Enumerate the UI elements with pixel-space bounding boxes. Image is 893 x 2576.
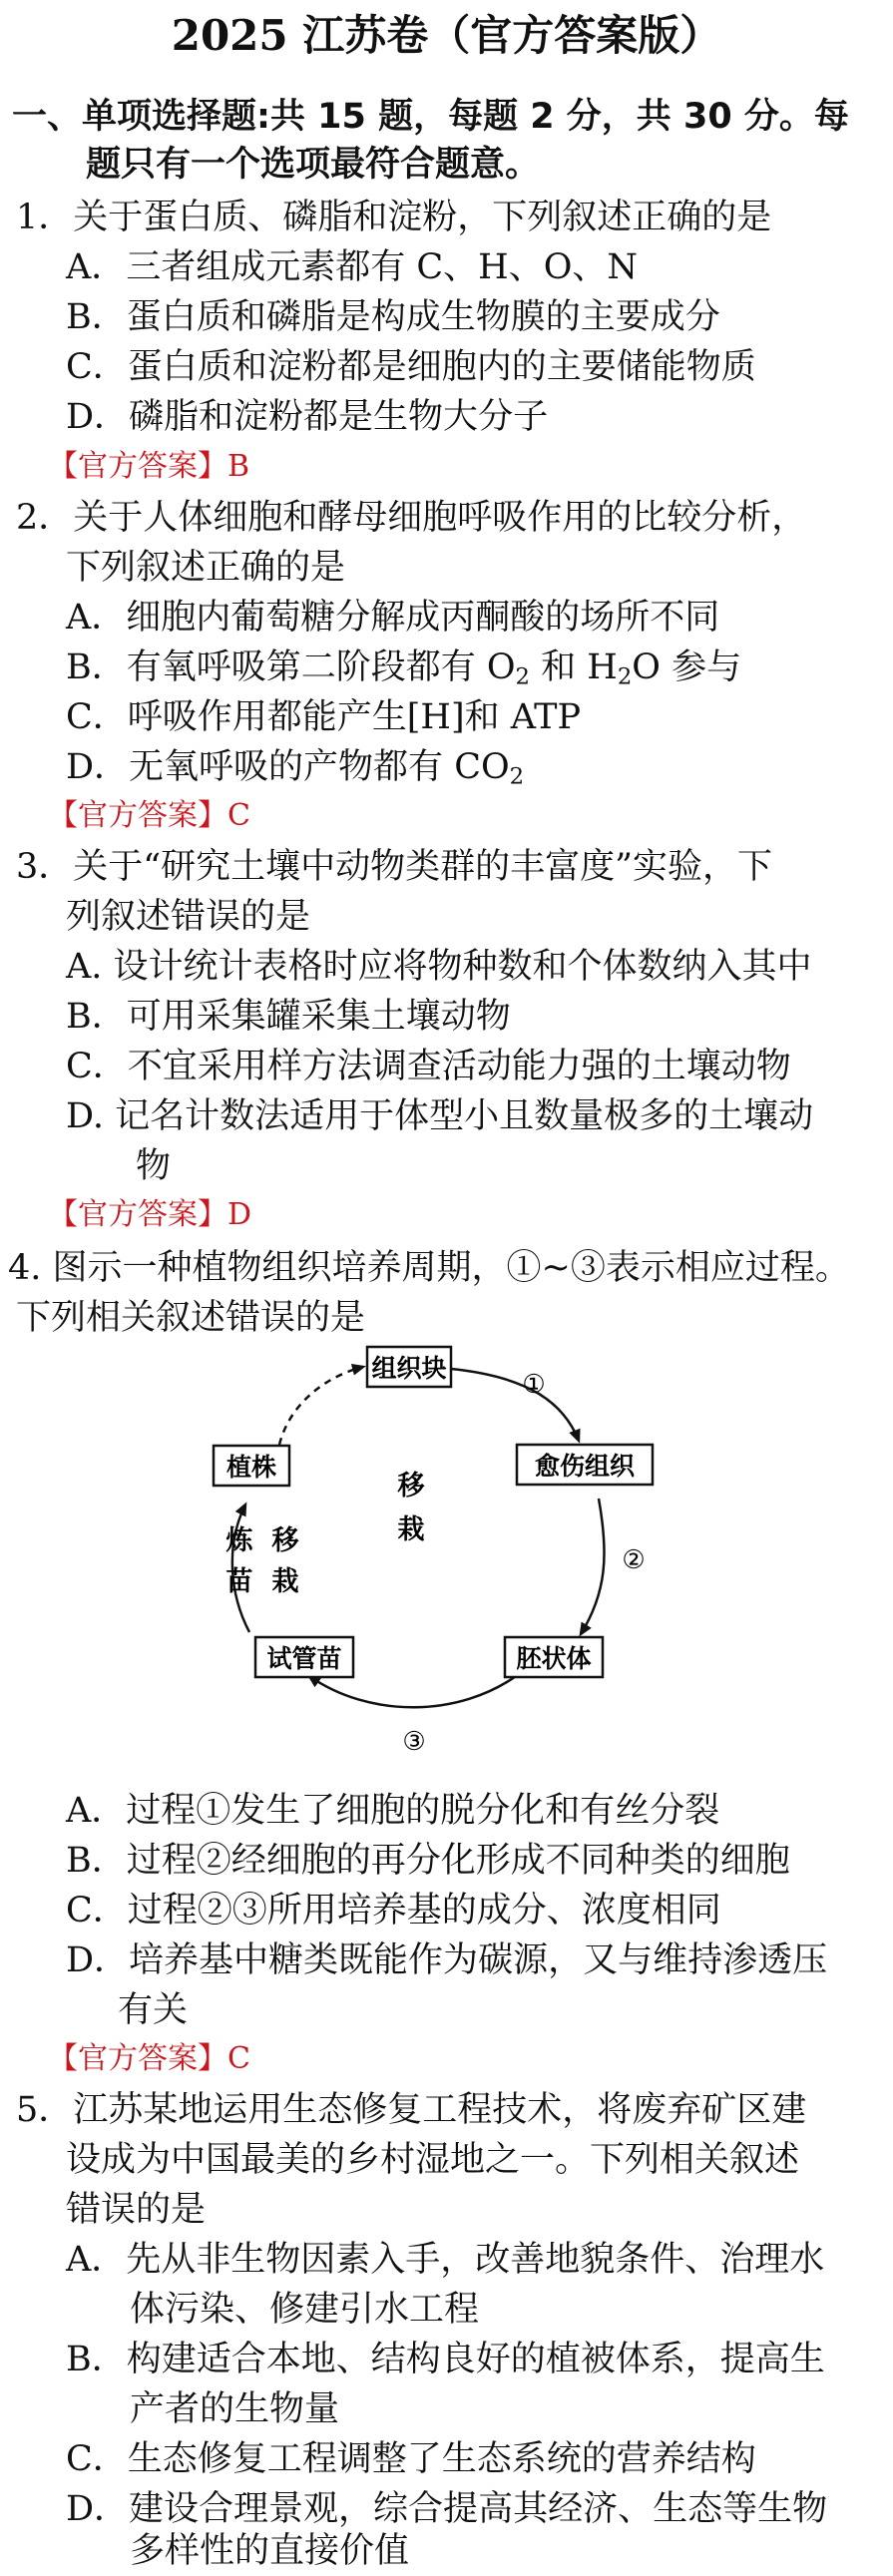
q4-option-d-line1: D．培养基中糖类既能作为碳源，又与维持渗透压	[66, 1940, 828, 1980]
node-callus	[517, 1445, 653, 1485]
label-center-1: 移	[397, 1471, 425, 1502]
q1-option-b: B．蛋白质和磷脂是构成生物膜的主要成分	[66, 297, 720, 337]
q3-option-a: A. 设计统计表格时应将物种数和个体数纳入其中	[66, 947, 812, 987]
q2-option-c: C．呼吸作用都能产生[H]和 ATP	[66, 697, 581, 737]
q1-stem: 1．关于蛋白质、磷脂和淀粉，下列叙述正确的是	[16, 198, 772, 237]
q3-stem-line1: 3．关于“研究土壤中动物类群的丰富度”实验，下	[16, 847, 773, 887]
arc-dashed-return	[279, 1367, 363, 1445]
q2-option-b: B．有氧呼吸第二阶段都有 $O_2$ 和 $H_2O$ 参与	[66, 647, 742, 690]
svg-text:试管苗: 试管苗	[266, 1644, 342, 1673]
q1-option-c: C．蛋白质和淀粉都是细胞内的主要储能物质	[66, 347, 756, 387]
q4-stem-line1: 4. 图示一种植物组织培养周期，①~③表示相应过程。	[8, 1248, 850, 1288]
q3-answer: 【官方答案】D	[48, 1197, 252, 1232]
q5-stem-line3: 错误的是	[66, 2190, 207, 2230]
q2-option-d: D．无氧呼吸的产物都有 $CO_2$	[66, 747, 525, 790]
q3-option-c: C．不宜采用样方法调查活动能力强的土壤动物	[66, 1047, 791, 1086]
q2-stem-line2: 下列叙述正确的是	[66, 548, 346, 588]
node-embryoid	[505, 1637, 603, 1677]
label-left-1: 炼	[225, 1525, 253, 1556]
q5-option-a-line2: 体污染、修建引水工程	[130, 2290, 480, 2330]
arc-process-1	[451, 1369, 579, 1441]
q5-option-b-line1: B．构建适合本地、结构良好的植被体系，提高生	[66, 2340, 825, 2379]
q2-option-a: A．细胞内葡萄糖分解成丙酮酸的场所不同	[66, 598, 720, 638]
q5-option-d-line1: D．建设合理景观，综合提高其经济、生态等生物	[66, 2489, 828, 2529]
q5-stem-line1: 5．江苏某地运用生态修复工程技术，将废弃矿区建	[16, 2090, 807, 2130]
label-left-3: 移	[271, 1525, 299, 1556]
section-heading-line1: 一、单项选择题:共 15 题，每题 2 分，共 30 分。每	[12, 97, 849, 137]
arc-process-2	[581, 1499, 605, 1634]
q2-answer: 【官方答案】C	[48, 798, 250, 833]
q1-answer: 【官方答案】B	[48, 449, 250, 484]
svg-text:愈伤组织: 愈伤组织	[534, 1452, 636, 1481]
arc-process-3	[309, 1674, 519, 1707]
svg-text:组织块: 组织块	[371, 1354, 447, 1383]
q2-stem-line1: 2．关于人体细胞和酵母细胞呼吸作用的比较分析，	[16, 498, 807, 538]
q4-option-d-line2: 有关	[118, 1990, 189, 2030]
q4-option-b: B．过程②经细胞的再分化形成不同种类的细胞	[66, 1841, 790, 1881]
label-step-2: ②	[622, 1545, 646, 1575]
label-left-4: 栽	[271, 1566, 299, 1597]
q4-option-c: C．过程②③所用培养基的成分、浓度相同	[66, 1891, 721, 1931]
q5-stem-line2: 设成为中国最美的乡村湿地之一。下列相关叙述	[66, 2140, 800, 2180]
page-title: 2025 江苏卷（官方答案版）	[171, 11, 722, 60]
label-left-2: 苗	[225, 1566, 253, 1597]
tissue-culture-cycle-diagram	[200, 1345, 698, 1764]
q3-option-d-line1: D. 记名计数法适用于体型小且数量极多的土壤动	[66, 1096, 814, 1136]
node-plant	[200, 1446, 289, 1486]
q3-option-b: B．可用采集罐采集土壤动物	[66, 997, 511, 1037]
q4-answer: 【官方答案】C	[48, 2041, 250, 2076]
q4-option-a: A．过程①发生了细胞的脱分化和有丝分裂	[66, 1791, 720, 1831]
q5-option-d-line2: 多样性的直接价值	[130, 2531, 410, 2571]
svg-text:胚状体: 胚状体	[516, 1644, 592, 1673]
q5-option-c: C．生态修复工程调整了生态系统的营养结构	[66, 2439, 756, 2479]
q1-option-d: D．磷脂和淀粉都是生物大分子	[66, 397, 549, 437]
q3-option-d-line2: 物	[136, 1146, 172, 1186]
svg-text:植株: 植株	[225, 1453, 277, 1482]
q4-stem-line2: 下列相关叙述错误的是	[16, 1298, 366, 1338]
q5-option-b-line2: 产者的生物量	[130, 2389, 340, 2429]
label-step-1: ①	[522, 1370, 546, 1400]
node-tissue-block	[367, 1347, 451, 1387]
q3-stem-line2: 列叙述错误的是	[66, 897, 311, 937]
label-step-3: ③	[402, 1727, 426, 1757]
label-center-2: 栽	[397, 1514, 425, 1545]
q1-option-a: A．三者组成元素都有 C、H、O、N	[66, 247, 639, 287]
node-tube-seedling	[255, 1637, 353, 1677]
q5-option-a-line1: A．先从非生物因素入手，改善地貌条件、治理水	[66, 2240, 825, 2280]
section-heading-line2: 题只有一个选项最符合题意。	[86, 145, 541, 185]
